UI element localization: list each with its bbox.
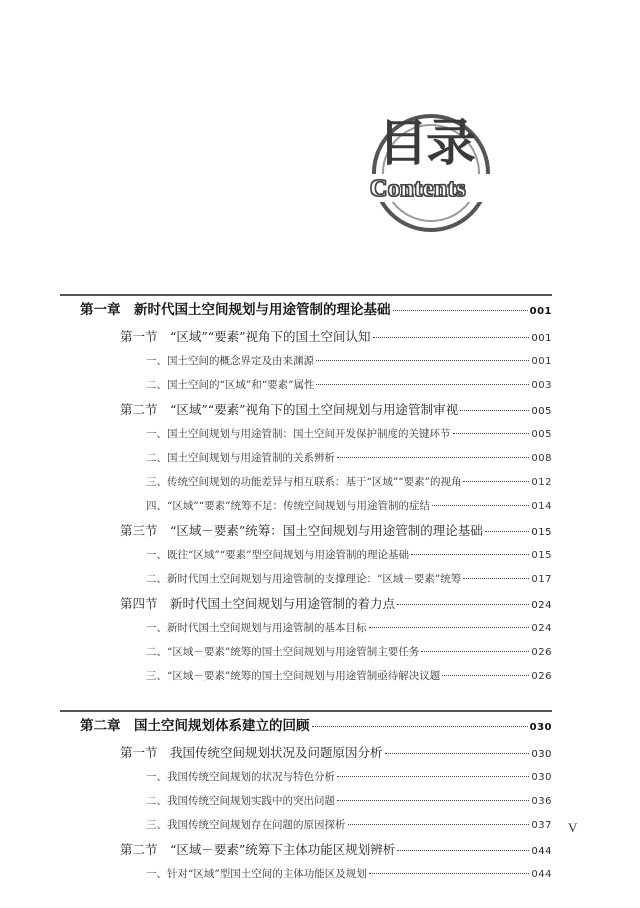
toc-item-label: 一、国土空间规划与用途管制：国土空间开发保护制度的关键环节 [146, 428, 451, 440]
toc-item-page: 014 [531, 501, 552, 512]
dot-leader [337, 800, 529, 801]
contents-logo [360, 108, 500, 218]
toc-item-page: 026 [531, 647, 552, 658]
toc-item-page: 030 [531, 772, 552, 783]
toc-section[interactable] [60, 397, 552, 422]
toc-item[interactable] [60, 373, 552, 397]
dot-leader [385, 753, 530, 754]
toc-item-page: 012 [531, 477, 552, 488]
dot-leader [460, 410, 529, 411]
toc-item-label: 二、国土空间的“区域”和“要素”属性 [146, 379, 315, 391]
toc-item[interactable] [60, 494, 552, 518]
toc-section-label: 第四节 新时代国土空间规划与用途管制的着力点 [120, 596, 396, 611]
chapter-block [60, 294, 552, 688]
toc-item-label: 三、我国传统空间规划存在问题的原因探析 [146, 819, 346, 831]
toc-section-page: 001 [531, 333, 552, 344]
toc-item[interactable] [60, 664, 552, 688]
toc-item-label: 四、“区域”“要素”统筹不足：传统空间规划与用途管制的症结 [146, 500, 430, 512]
toc-item-page: 024 [531, 623, 552, 634]
dot-leader [373, 337, 530, 338]
toc-item-label: 二、“区域－要素”统筹的国土空间规划与用途管制主要任务 [146, 646, 420, 658]
dot-leader [397, 604, 529, 605]
toc-chapter-label: 第二章 国土空间规划体系建立的回顾 [80, 718, 310, 734]
toc-item[interactable] [60, 789, 552, 813]
toc-section-page: 030 [531, 749, 552, 760]
toc-item-page: 008 [531, 453, 552, 464]
toc-item[interactable] [60, 446, 552, 470]
toc-section-page: 044 [531, 846, 552, 857]
toc-item[interactable] [60, 567, 552, 591]
toc-item-page: 001 [531, 356, 552, 367]
dot-leader [442, 675, 529, 676]
toc-section-label: 第一节 我国传统空间规划状况及问题原因分析 [120, 745, 383, 760]
toc-item-label: 一、新时代国土空间规划与用途管制的基本目标 [146, 622, 367, 634]
toc-item[interactable] [60, 640, 552, 664]
toc-item-label: 一、针对“区域”型国土空间的主体功能区及规划 [146, 868, 367, 880]
toc-item-label: 三、传统空间规划的功能差异与相互联系：基于“区域”“要素”的视角 [146, 476, 462, 488]
toc-item[interactable] [60, 813, 552, 837]
toc-section-page: 015 [531, 527, 552, 538]
toc-item-label: 一、我国传统空间规划的状况与特色分析 [146, 771, 335, 783]
dot-leader [421, 651, 529, 652]
dot-leader [316, 384, 529, 385]
toc-item-page: 005 [531, 429, 552, 440]
toc-item[interactable] [60, 543, 552, 567]
dot-leader [432, 505, 529, 506]
dot-leader [463, 578, 529, 579]
toc-item[interactable] [60, 765, 552, 789]
dot-leader [397, 850, 529, 851]
toc-chapter-page: 001 [529, 306, 552, 317]
logo-subtitle: Contents [370, 176, 467, 202]
page-number: V [568, 820, 578, 835]
toc-item-page: 017 [531, 574, 552, 585]
chapter-block [60, 710, 552, 886]
toc-item-page: 003 [531, 380, 552, 391]
toc-item-label: 一、国土空间的概念界定及由来渊源 [146, 355, 314, 367]
toc-item-page: 026 [531, 671, 552, 682]
toc-chapter[interactable] [60, 296, 552, 324]
dot-leader [316, 360, 529, 361]
toc-section-label: 第一节 “区域”“要素”视角下的国土空间认知 [120, 329, 371, 344]
toc-item[interactable] [60, 470, 552, 494]
toc-item-page: 036 [531, 796, 552, 807]
toc-section-page: 005 [531, 406, 552, 417]
toc-section-label: 第二节 “区域－要素”统筹下主体功能区规划辨析 [120, 842, 396, 857]
toc-section[interactable] [60, 591, 552, 616]
dot-leader [393, 310, 528, 311]
toc-item[interactable] [60, 616, 552, 640]
toc-item[interactable] [60, 862, 552, 886]
toc-item-label: 三、“区域－要素”统筹的国土空间规划与用途管制亟待解决议题 [146, 670, 441, 682]
dot-leader [463, 481, 529, 482]
toc-chapter-page: 030 [529, 722, 552, 733]
dot-leader [485, 531, 530, 532]
toc-section-label: 第二节 “区域”“要素”视角下的国土空间规划与用途管制审视 [120, 402, 459, 417]
dot-leader [337, 457, 529, 458]
dot-leader [312, 726, 528, 727]
toc-section-label: 第三节 “区域－要素”统筹：国土空间规划与用途管制的理论基础 [120, 523, 483, 538]
toc-chapter[interactable] [60, 712, 552, 740]
logo-title: 目录 [378, 114, 474, 172]
toc-section[interactable] [60, 740, 552, 765]
table-of-contents [60, 294, 552, 908]
toc-item[interactable] [60, 349, 552, 373]
toc-item-label: 二、新时代国土空间规划与用途管制的支撑理论：“区域－要素”统筹 [146, 573, 462, 585]
dot-leader [369, 873, 530, 874]
dot-leader [348, 824, 530, 825]
dot-leader [369, 627, 530, 628]
toc-item-label: 二、国土空间规划与用途管制的关系辨析 [146, 452, 335, 464]
toc-section[interactable] [60, 518, 552, 543]
toc-item-page: 044 [531, 869, 552, 880]
toc-section-page: 024 [531, 600, 552, 611]
toc-item-label: 一、既往“区域”“要素”型空间规划与用途管制的理论基础 [146, 549, 409, 561]
dot-leader [337, 776, 529, 777]
dot-leader [453, 433, 530, 434]
toc-item[interactable] [60, 422, 552, 446]
dot-leader [411, 554, 529, 555]
toc-item-page: 037 [531, 820, 552, 831]
toc-chapter-label: 第一章 新时代国土空间规划与用途管制的理论基础 [80, 302, 391, 318]
toc-section[interactable] [60, 837, 552, 862]
toc-item-page: 015 [531, 550, 552, 561]
toc-section[interactable] [60, 324, 552, 349]
toc-item-label: 二、我国传统空间规划实践中的突出问题 [146, 795, 335, 807]
